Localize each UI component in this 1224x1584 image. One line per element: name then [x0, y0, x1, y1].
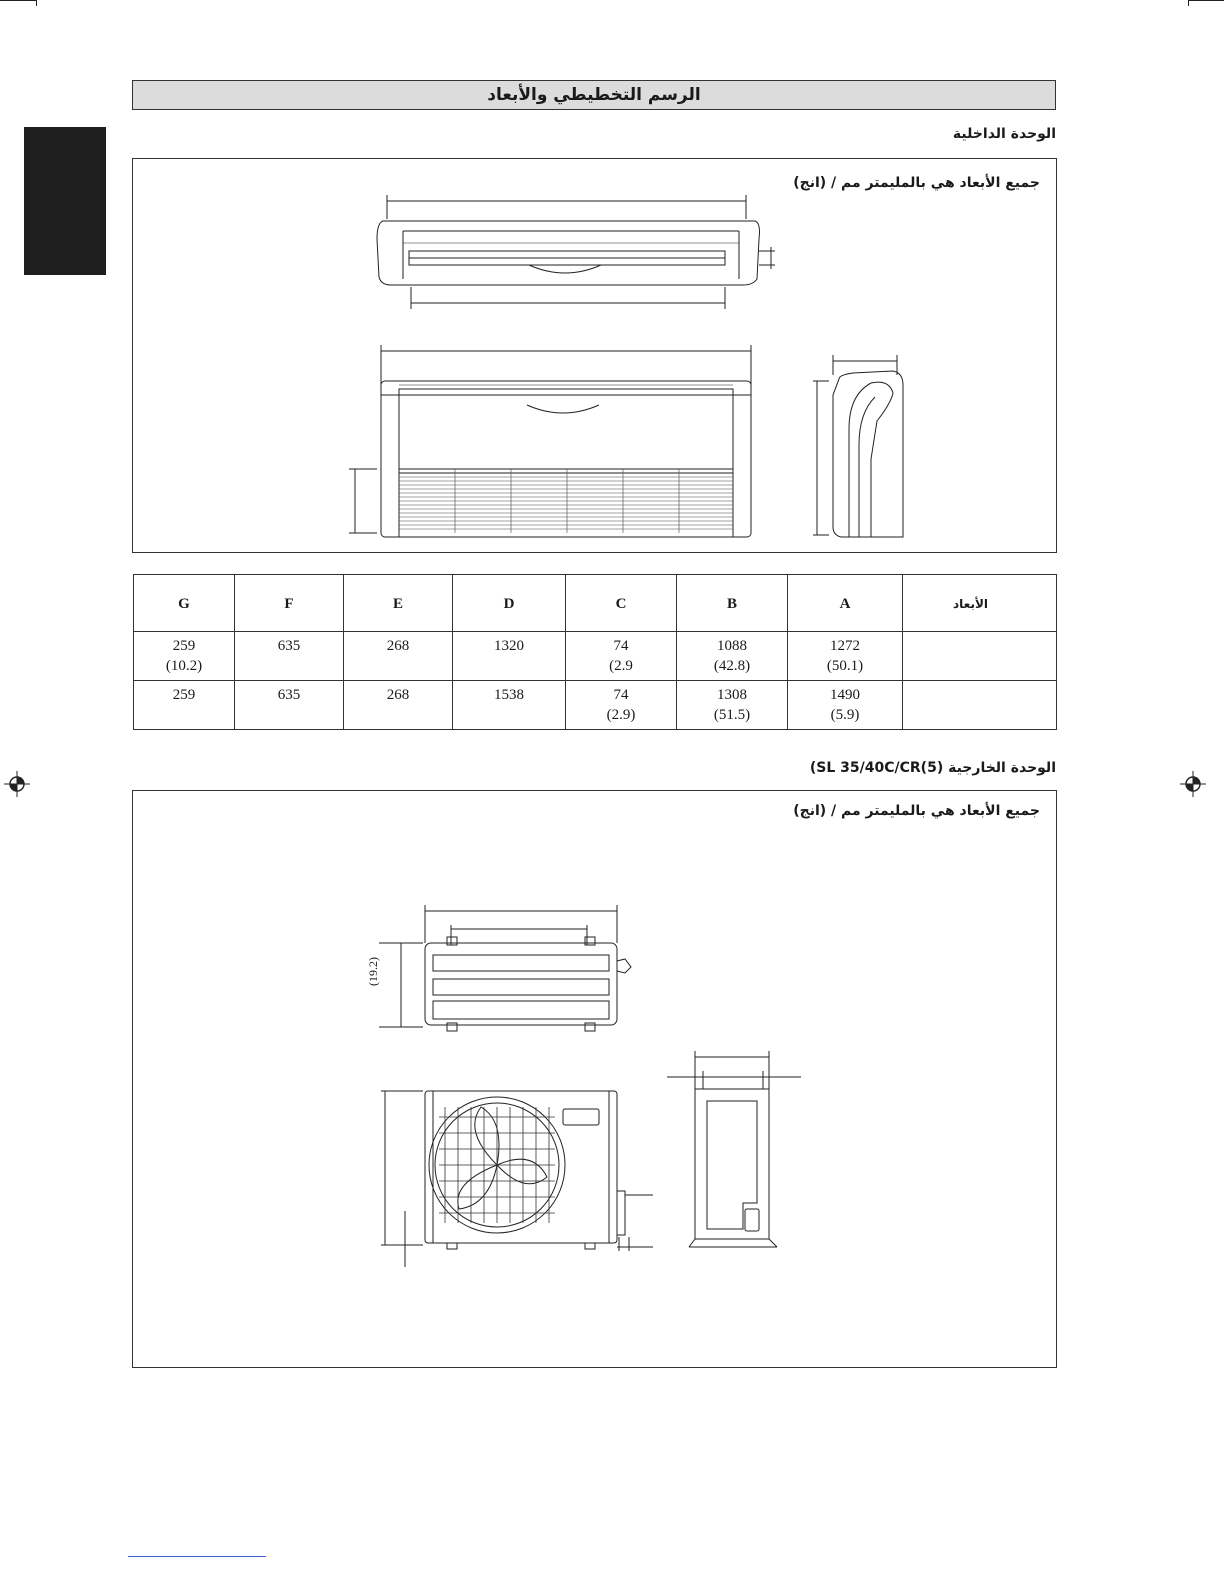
- column-header: D: [453, 575, 566, 632]
- indoor-unit-label: الوحدة الداخلية: [952, 126, 1056, 142]
- table-cell: 635: [235, 632, 344, 681]
- registration-mark-left: [4, 771, 30, 797]
- table-cell: 259 (10.2): [134, 632, 235, 681]
- table-cell: 74 (2.9: [566, 632, 677, 681]
- table-cell: 74 (2.9): [566, 681, 677, 730]
- table-cell: 268: [344, 681, 453, 730]
- table-cell: 1538: [453, 681, 566, 730]
- indoor-drawing-frame: [132, 158, 1057, 553]
- indoor-units-note: جميع الأبعاد هي بالمليمتر مم / (انج): [793, 175, 1040, 191]
- crop-mark: [0, 0, 36, 1]
- table-cell: 259: [134, 681, 235, 730]
- table-cell: 1320: [453, 632, 566, 681]
- column-header: G: [134, 575, 235, 632]
- table-cell: 1490 (5.9): [788, 681, 903, 730]
- crop-mark: [36, 0, 37, 6]
- outdoor-dimension-label: (19.2): [366, 957, 380, 986]
- table-row: [134, 681, 1057, 730]
- table-cell: 1308 (51.5): [677, 681, 788, 730]
- row-label: [903, 632, 1057, 681]
- table-cell: 1088 (42.8): [677, 632, 788, 681]
- table-cell: 635: [235, 681, 344, 730]
- crop-mark: [1188, 0, 1189, 6]
- page-title: الرسم التخطيطي والأبعاد: [132, 80, 1056, 110]
- column-header: B: [677, 575, 788, 632]
- column-header: E: [344, 575, 453, 632]
- footer-rule: [128, 1556, 266, 1557]
- outdoor-unit-label: الوحدة الخارجية (5)SL 35/40C/CR): [809, 760, 1056, 776]
- outdoor-unit-drawing: [133, 791, 1058, 1369]
- language-tab: [24, 127, 106, 275]
- table-header-row: [134, 575, 1057, 632]
- column-header: C: [566, 575, 677, 632]
- table-cell: 1272 (50.1): [788, 632, 903, 681]
- column-header: F: [235, 575, 344, 632]
- dimensions-header: الأبعاد: [903, 575, 1057, 632]
- outdoor-drawing-frame: [132, 790, 1057, 1368]
- column-header: A: [788, 575, 903, 632]
- registration-mark-right: [1180, 771, 1206, 797]
- row-label: [903, 681, 1057, 730]
- crop-mark: [1188, 0, 1224, 1]
- dimensions-table: [133, 574, 1057, 730]
- indoor-unit-drawing: [133, 159, 1058, 554]
- table-cell: 268: [344, 632, 453, 681]
- table-row: [134, 632, 1057, 681]
- outdoor-units-note: جميع الأبعاد هي بالمليمتر مم / (انج): [793, 803, 1040, 819]
